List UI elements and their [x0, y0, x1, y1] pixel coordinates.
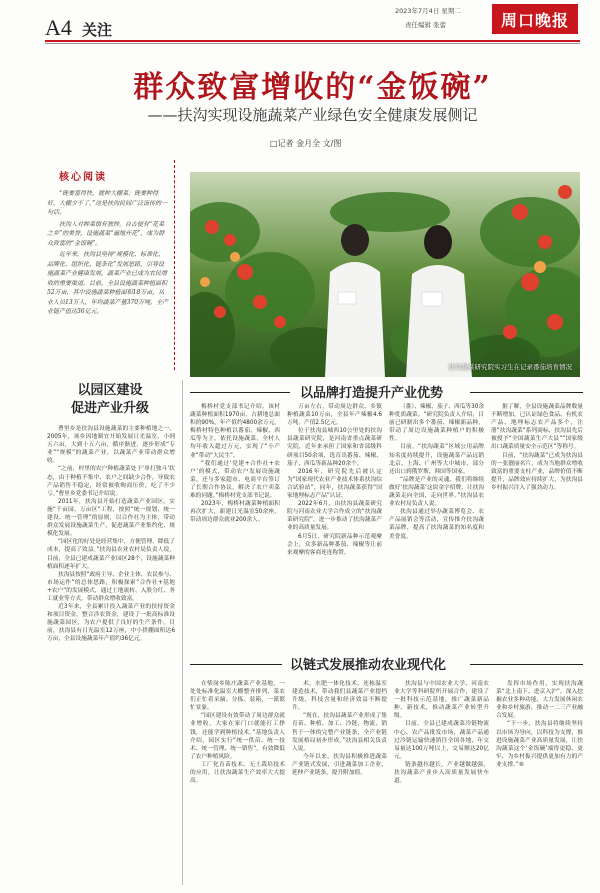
body-column-8	[394, 680, 489, 885]
body-column-7	[292, 680, 387, 885]
page-number: A4	[45, 15, 72, 40]
subheadline: ——扶沟实现设施蔬菜产业绿色安全健康发展侧记	[147, 106, 478, 124]
article-photo	[190, 172, 580, 377]
body-column-3	[287, 403, 382, 648]
responsible-editor: 责任编辑 张蕾	[405, 21, 447, 29]
greenhouse-photo-illustration	[190, 172, 580, 377]
body-paragraph: 位于扶沟县城西10公里处的扶沟县蔬菜研究院，是河南省重点蔬菜研究院，近年来承担了国家和省部级科研项目50余项，选育出番茄、辣椒、茄子、西瓜等新品种20余个。	[287, 428, 382, 467]
core-read-body	[47, 189, 170, 317]
section-heading-line: 以园区建设	[77, 383, 143, 398]
core-read-paragraph: 近年来，扶沟县坚持“规模化、标准化、品牌化、组织化、链条化”发展思路，引导设施蔬菜产业健康发展，蔬菜产业已成为农民增收的重要渠道。目前，全县设施蔬菜种植面积52万亩，其中设施蔬菜种植面积18万亩，从业人员13万人，年均蔬菜产量370万吨，全产业链产值达36亿元。	[47, 251, 169, 315]
page-header	[0, 0, 600, 48]
core-read-box	[47, 160, 175, 370]
body-paragraph: 万亩左右，带动周边群众、乡镇种植蔬菜10万亩，全县年产辣椒4.6万吨，产值2.5亿元。	[287, 404, 382, 427]
body-paragraph: 今年以来，扶沟县积极推进蔬菜产业链式发展，引进蔬菜加工企业，延伸产业链条，提升附加值。	[292, 753, 387, 777]
body-paragraph: 目前，“扶沟蔬菜”区域公用品牌知名度持续提升，设施蔬菜产品远销北京、上海、广州等大中城市，部分还出口到俄罗斯、韩国等国家。	[389, 444, 484, 475]
section-rule	[470, 664, 583, 665]
section-heading-park	[55, 382, 165, 418]
masthead-logo: 周口晚报	[492, 4, 578, 34]
photo-caption: 扶沟蔬菜研究院实习生在记录番茄培育情况	[448, 363, 572, 371]
section-rule	[190, 392, 290, 393]
body-paragraph: 扶沟县按照“政府主导、企业主体、农民参与、市场运作”的总体思路，积极探索“合作社+基地+农户”的发展模式，通过土地流转、入股分红、务工就业等方式，带动群众增收致富。	[47, 571, 175, 602]
header-rule	[45, 40, 580, 42]
body-paragraph: （番）、辣椒、茄子、西瓜等30余种优质蔬菜。“研究院负责人介绍，目前已研制出多个番茄、辣椒新品种，带动了周边设施蔬菜种植户的积极性。	[389, 404, 484, 443]
body-paragraph: 扶沟县通过举办蔬菜博览会、农产品展销会等活动，宣传推介扶沟蔬菜品牌，提高了扶沟蔬菜的知名度和美誉度。	[389, 509, 484, 540]
body-paragraph: 梅桥村党支部书记介绍，该村蔬菜种植面积1970亩，占耕地总面积的90%，年产值约4800余万元。梅桥村特色种植以番茄、辣椒、西瓜等为主，依托设施蔬菜，全村人均年收入超过万元，实现了“小产业”带动“大民生”。	[190, 404, 280, 459]
body-paragraph: 目前，“扶沟蔬菜”已成为扶沟县的一张靓丽名片，成为当地群众增收致富的重要支柱产业，品牌价值不断提升，品牌效应持续扩大，为扶沟县乡村振兴注入了强劲动力。	[491, 452, 583, 491]
issue-date: 2023年7月4日 星期二	[395, 7, 461, 15]
body-paragraph: 据了解，全县设施蔬菜品牌数量不断增加，已认证绿色食品、有机农产品、地理标志农产品多个，注册“扶沟蔬菜”系列商标，扶沟县先后被授予“全国蔬菜生产大县”“国家级出口蔬菜质量安全示范区”等称号。	[491, 404, 583, 451]
body-paragraph: 在柴岗乡陈庄蔬菜产业基地，一处处标准化温室大棚整齐排列，菜农们正忙着采摘、分拣、装箱，一派繁忙景象。	[190, 681, 285, 712]
headline: 群众致富增收的“金饭碗”	[133, 70, 492, 105]
body-paragraph: 链条越拉越长，产业越做越强，扶沟蔬菜产业步入高质量发展快车道。	[394, 761, 489, 785]
body-paragraph: 扶沟县与中国农业大学、河南农业大学等科研院所开展合作，建设了一批科技示范基地，推广蔬菜新品种、新技术，推动蔬菜产业转型升级。	[394, 681, 489, 720]
byline: □记者 金月全 文/图	[270, 139, 342, 148]
body-column-9	[496, 680, 583, 885]
body-paragraph: 2011年，扶沟县开始打造蔬菜产业园区，实施“千亩园、万亩区”工程，按照“统一规划、统一建设、统一管理”的原则，以合作社为主体，带动群众发展设施蔬菜生产，促进蔬菜产业集约化、规模化发展。	[47, 498, 175, 538]
body-paragraph: 2023年，梅桥村蔬菜种植面积再次扩大，新建日光温室50余座，带动周边群众就业200余人。	[190, 501, 280, 524]
core-read-paragraph: 扶沟人对种菜情有独钟，自古便有“花菜之乡”的美誉，设施蔬菜“遍地开花”，成为群众致富的“金饭碗”。	[47, 220, 165, 247]
body-column-1	[47, 425, 175, 885]
core-read-paragraph: “既要富得快，就种大棚菜；既要种得好，大棚少不了。”这是扶沟民间广泛流传的一句话。	[47, 190, 168, 216]
section-heading-chain: 以链式发展推动农业现代化	[290, 658, 447, 673]
section-label: 关注	[82, 21, 113, 39]
body-paragraph: “品牌是产业的灵魂，我们将继续做好‘扶沟蔬菜’这块金字招牌，让扶沟蔬菜走向全国，走向世界。”扶沟县农业农村局负责人说。	[389, 476, 484, 508]
body-paragraph: 6月5日，研究院新品种示范观摩会上，众多新品种番茄、辣椒等让前来观摩的客商连连称赞。	[287, 533, 382, 556]
body-paragraph: 2016年，研究院先后被认定为“国家现代农业产业技术体系扶沟综合试验站”，同年，扶沟蔬菜获得“国家地理标志产品”认证。	[287, 468, 382, 500]
body-paragraph: 2022年6月，由扶沟县蔬菜研究院与河南农业大学合作成立的“扶沟蔬菜研究院”，进一步推动了扶沟蔬菜产业的高质量发展。	[287, 501, 382, 532]
body-paragraph: “园区化的好处是经营集中、方便管理，降低了成本，提高了效益。”扶沟县农业农村局负责人说，目前，全县已建成蔬菜产业园区28个，设施蔬菜种植面积逐年扩大。	[47, 539, 175, 570]
section-heading-line: 促进产业升级	[70, 401, 149, 416]
body-paragraph: 曹里乡是扶沟县设施蔬菜的主要种植地之一。2005年，该乡因地制宜开始发展日光温室，小到五六亩，大到十五六亩，循序渐进，逐步形成“专业”“规模”的蔬菜产业，以蔬菜产业带动群众增收。	[47, 426, 175, 465]
body-paragraph: “之前，村里的农户种植蔬菜处于‘单打独斗’状态，由于种植不集中、农户之间缺少合作，导致农产品销售不稳定，经常被收购商压价，吃了不少亏。”曹里乡党委书记介绍说。	[47, 466, 175, 497]
body-paragraph: 术、水肥一体化技术、连栋温室建造技术，带动我们县蔬菜产业提档升级，科技含量和经济效益不断提升。	[292, 681, 387, 712]
body-paragraph: 近3年来，全县累计投入蔬菜产业的扶持资金和项目资金，整合涉农资金，建设了一批高标准设施蔬菜园区，为农户提供了良好的生产条件。目前，扶沟县有日光温室12万座，中小拱棚面积达6万亩，全县设施蔬菜年产值约36亿元。	[47, 604, 175, 643]
body-column-4	[389, 403, 484, 648]
body-paragraph: 目前，全县已建成蔬菜冷链物流中心、农产品批发市场，蔬菜产品通过冷链运输快速销往全国各地，年交易量达100万吨以上，交易额达20亿元。	[394, 721, 489, 760]
body-paragraph: 发挥市场作用，实现扶沟蔬菜“北上南下、进京入沪”，深入挖掘农业多种功能，大力发展休闲农业和乡村旅游，推动一二三产业融合发展。	[496, 681, 583, 720]
body-paragraph: “园区建设有效带动了周边群众就业增收，大家在家门口就能打工挣钱，还能学到种植技术。”基地负责人介绍，园区实行“统一供苗、统一技术、统一管理、统一销售”，有效降低了农户种植风险。	[190, 713, 285, 760]
body-paragraph: “下一步，扶沟县将继续坚持以市场为导向，以科技为支撑，推进设施蔬菜产业高质量发展，让扶沟蔬菜这个‘金饭碗’端得更稳、更牢，为乡村振兴提供更加有力的产业支撑。”⑥	[496, 721, 583, 768]
body-column-2	[190, 403, 280, 648]
body-paragraph: “我们通过‘党建+合作社+农户’的模式，带动农户发展设施蔬菜，还与多家超市、电商平台签订了长期合作协议，解决了农户卖菜难的问题。”梅桥村党支部书记说。	[190, 460, 280, 500]
body-paragraph: 工厂化育苗技术、无土栽培技术的应用，让扶沟蔬菜生产效率大大提高。	[190, 761, 285, 785]
body-column-5	[491, 403, 583, 648]
core-read-title: 核心阅读	[59, 172, 107, 183]
section-heading-brand: 以品牌打造提升产业优势	[300, 386, 444, 401]
section-rule	[190, 664, 282, 665]
header-rule-thin	[45, 43, 580, 44]
section-rule	[470, 392, 583, 393]
body-paragraph: “现在，扶沟县蔬菜产业形成了集育苗、种植、加工、冷链、物流、销售于一体的完整产业链条，全产业链发展格局初步形成。”扶沟县相关负责人说。	[292, 713, 387, 752]
body-column-6	[190, 680, 285, 885]
column-divider	[182, 380, 183, 885]
